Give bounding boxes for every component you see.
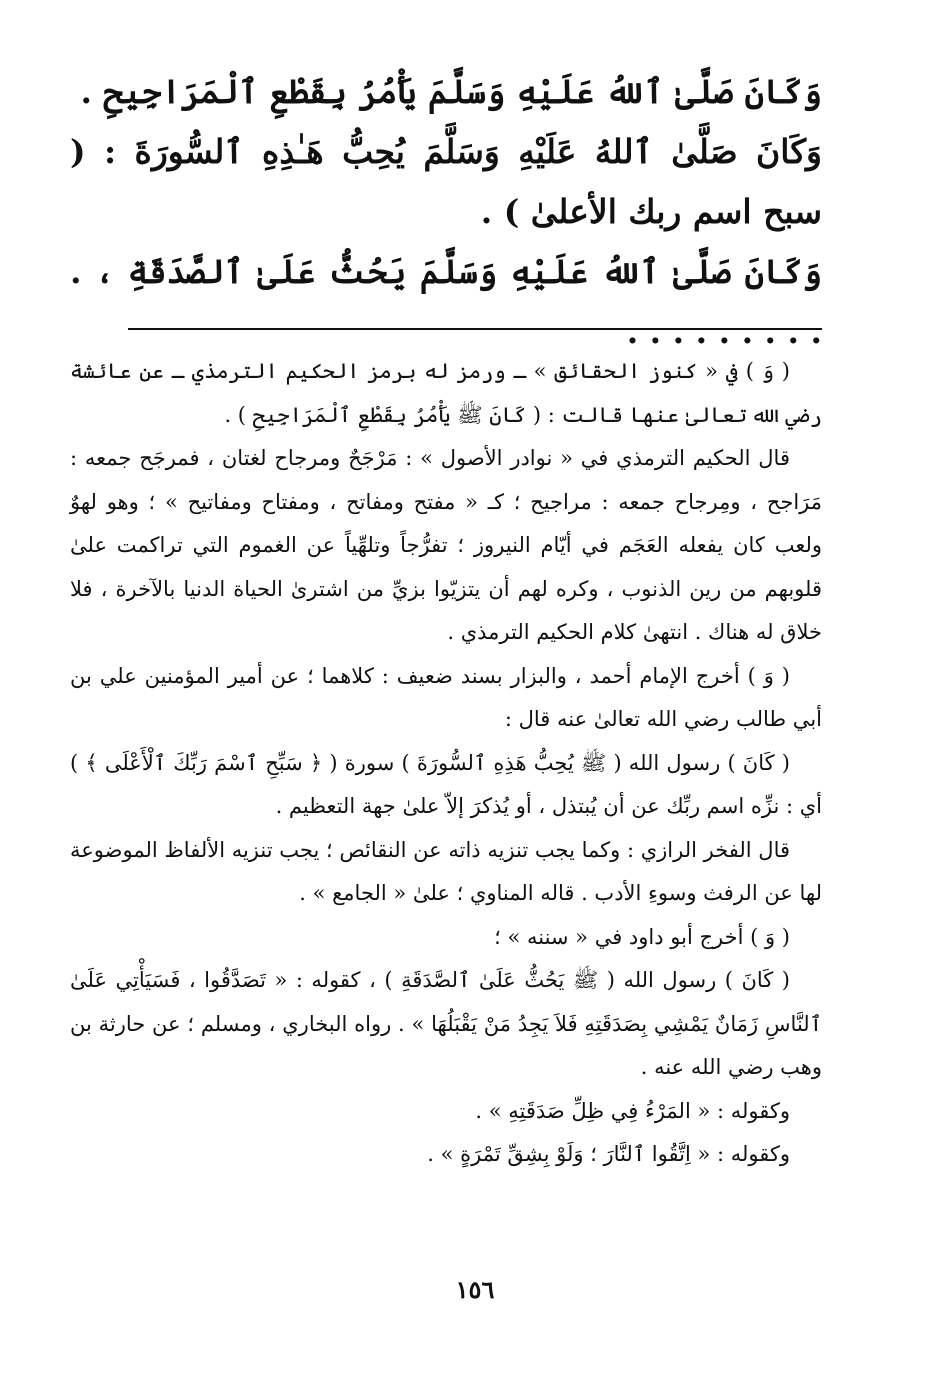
commentary-paragraph-9: وكقوله : « اِتَّقُوا ٱلنَّارَ ؛ وَلَوْ بِشِقِّ تَمْرَةٍ » . — [427, 1142, 790, 1166]
commentary-paragraph-3: ( وَ ) أخرج الإمام أحمد ، والبزار بسند ضعيف : كلاهما ؛ عن أمير المؤمنين علي بن أبي طالب رضي الله تعالىٰ عنه قال : — [70, 663, 822, 731]
main-line-3: وَكَانَ صَلَّىٰ ٱللهُ عَلَيْهِ وَسَلَّمَ يَحُثُّ عَلَىٰ ٱلصَّدَقَةِ ، . . . . . . . . . . — [70, 252, 822, 351]
footnote-separator — [128, 328, 822, 330]
main-line-1: وَكَانَ صَلَّىٰ ٱللهُ عَلَيْهِ وَسَلَّمَ يَأْمُرُ بِقَطْعِ ٱلْمَرَاجِيحِ . — [80, 72, 822, 111]
page-number: ١٥٦ — [455, 1275, 495, 1304]
commentary-paragraph-2: قال الحكيم الترمذي في « نوادر الأصول » : مَرْجَحٌ ومرجاح لغتان ، فمرجَح جمعه : مَرَاجح ، ومِرجاح جمعه : مراجيح ؛ كـ « مفتح ومفاتح ، ومفتاح ومفاتيح » ؛ وهو لهوٌ ولعب كان يفعله العَجَم في أيّام النيروز ؛ تفرُّجاً وتلهِّياً عن الغموم التي تراكمت علىٰ قلوبهم من رين الذنوب ، وكره لهم أن يتزيّوا بزيِّ من اشترىٰ الحياة الدنيا بالآخرة ، فلا خلاق له هناك . انتهىٰ كلام الحكيم الترمذي . — [70, 446, 822, 644]
main-text-block — [70, 62, 822, 362]
commentary-paragraph-6: ( وَ ) أخرج أبو داود في « سننه » ؛ — [494, 924, 790, 949]
commentary-paragraph-7: ( كَانَ ) رسول الله ( ﷺ يَحُثُّ عَلَىٰ ٱلصَّدَقَةِ ) ، كقوله : « تَصَدَّقُوا ، فَسَيَأْتِي عَلَىٰ ٱلنَّاسِ زَمَانٌ يَمْشِي بِصَدَقَتِهِ فَلاَ يَجِدُ مَنْ يَقْبَلُهَا » . رواه البخاري ، ومسلم ؛ عن حارثة بن وهب رضي الله عنه . — [70, 968, 822, 1079]
commentary-block — [70, 350, 822, 1177]
commentary-paragraph-4: ( كَانَ ) رسول الله ( ﷺ يُحِبُّ هَذِهِ ٱلسُّورَةَ ) سورة ( ﴿ سَبِّحِ ٱسْمَ رَبِّكَ ٱلْأَعْلَى ﴾ ) أي : نزِّه اسم ربِّك عن أن يُبتذل ، أو يُذكرَ إلاّ علىٰ جهة التعظيم . — [70, 750, 822, 818]
commentary-paragraph-8: وكقوله : « المَرْءُ فِي ظِلِّ صَدَقَتِهِ » . — [475, 1098, 790, 1123]
commentary-paragraph-1: ( وَ ) في « كنوز الحقائق » ـ ورمز له برمز الحكيم الترمذي ـ عن عائشة رضي الله تعالىٰ عنها قالت : ( كَانَ ﷺ يَأْمُرُ بِقَطْعِ ٱلْمَرَاجِيحِ ) . — [70, 359, 822, 427]
commentary-paragraph-5: قال الفخر الرازي : وكما يجب تنزيه ذاته عن النقائص ؛ يجب تنزيه الألفاظ الموضوعة لها عن الرفث وسوءِ الأدب . قاله المناوي ؛ علىٰ « الجامع » . — [70, 837, 822, 905]
main-line-2: وَكَانَ صَلَّىٰ ٱللهُ عَلَيْهِ وَسَلَّمَ يُحِبُّ هَـٰذِهِ ٱلسُّورَةَ : ( سبح اسم ربك الأعلىٰ ) . — [70, 132, 822, 231]
